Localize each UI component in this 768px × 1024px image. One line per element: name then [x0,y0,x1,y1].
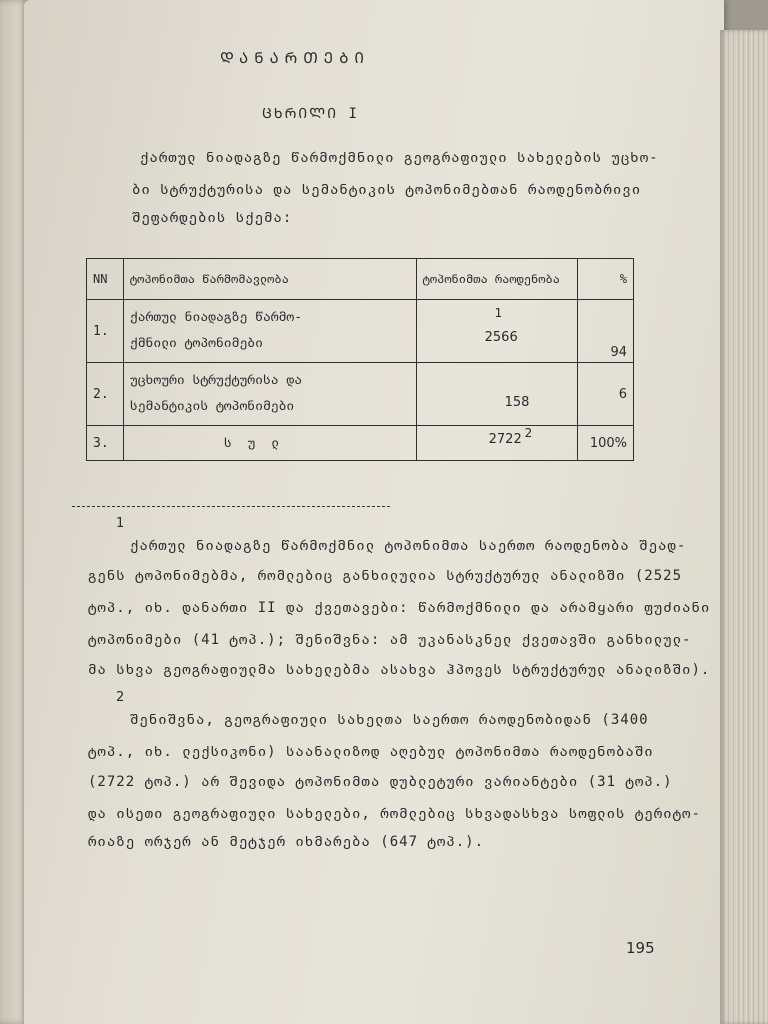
row-count [416,363,578,426]
row-count [416,426,578,461]
row-origin [123,363,416,426]
row-number: 2. [87,363,124,426]
row-percent: 6 [578,363,634,426]
row-count-value: 2566 [484,330,518,345]
footnote-reference: 2 [524,426,533,440]
footnote-line: ტოპ., იხ. ლექსიკონი) საანალიზოდ აღებულ ტოპონიმთა რაოდენობაში [88,744,654,760]
table-header-row [87,259,634,300]
row-percent: 94 [578,300,634,363]
intro-line: ქართულ ნიადაგზე წარმოქმნილი გეოგრაფიული სახელების უცხო- [140,150,659,166]
intro-line: ბი სტრუქტურისა და სემანტიკის ტოპონიმებთან რაოდენობრივი [132,182,642,198]
header-cell-count: ტოპონიმთა რაოდენობა [416,259,578,300]
header-cell-percent: % [578,259,634,300]
footnote-reference: 1 [494,306,503,320]
footnote-line: მა სხვა გეოგრაფიულმა სახელებმა ასახვა ჰპოვეს სტრუქტურულ ანალიზში). [88,662,711,678]
appendix-label: ᲪᲮᲠᲘᲚᲘ I [262,106,359,122]
header-cell-origin: ტოპონიმთა წარმომავლობა [123,259,416,300]
header-cell-nn: NN [87,259,124,300]
footnote-separator [72,506,390,507]
table-row [87,300,634,363]
page-edges [720,30,768,1024]
footnote-line: რიაზე ორჯერ ან მეტჯერ იხმარება (647 ტოპ.). [88,834,485,850]
row-origin [123,300,416,363]
row-count [416,300,578,363]
table-row [87,363,634,426]
footnote-mark: 2 [116,690,125,705]
row-origin: ს უ ლ [123,426,416,461]
table-total-row [87,426,634,461]
row-origin-line: სემანტიკის ტოპონიმები [129,399,295,414]
row-origin-line: ქმნილი ტოპონიმები [129,336,263,351]
footnote-line: შენიშვნა, გეოგრაფიული სახელთა საერთო რაოდენობიდან (3400 [130,712,649,728]
footnote-line: ტოპონიმები (41 ტოპ.); შენიშვნა: ამ უკანასკნელ ქვეთავში განხილულ- [88,632,692,648]
page-heading: ᲓᲐᲜᲐᲠᲗᲔᲑᲘ [220,49,370,67]
footnote-line: (2722 ტოპ.) არ შევიდა ტოპონიმთა დუბლეტური ვარიანტები (31 ტოპ.) [88,774,673,790]
footnote-line: ქართულ ნიადაგზე წარმოქმნილ ტოპონიმთა საერთო რაოდენობა შეად- [130,538,687,554]
intro-line: შეფარდების სქემა: [132,210,293,226]
row-origin-line: უცხოური სტრუქტურისა და [129,373,303,388]
footnote-line: გენს ტოპონიმებმა, რომლებიც განხილულია სტრუქტურულ ანალიზში (2525 [88,568,683,584]
row-percent: 100% [578,426,634,461]
data-table [86,258,634,461]
row-count-value: 158 [504,395,530,410]
page-number: 195 [626,939,655,957]
footnote-line: და ისეთი გეოგრაფიული სახელები, რომლებიც სხვადასხვა სოფლის ტერიტო- [88,806,701,822]
row-number: 3. [87,426,124,461]
row-count-value: 2722 [488,432,522,447]
footnote-line: ტოპ., იხ. დანართი II და ქვეთავები: წარმოქმნილი და არამყარი ფუძიანი [88,600,711,616]
left-page-edge [0,0,26,1024]
row-number: 1. [87,300,124,363]
footnote-mark: 1 [116,516,125,531]
row-origin-line: ქართულ ნიადაგზე წარმო- [129,310,303,325]
